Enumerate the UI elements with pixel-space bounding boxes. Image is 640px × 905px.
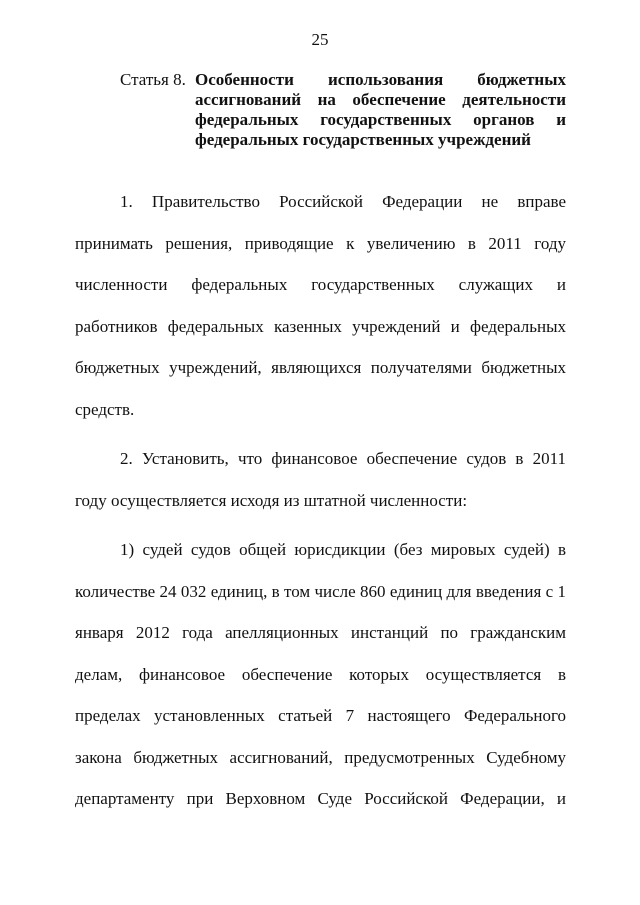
article-label: Статья 8. [120, 70, 186, 89]
article-body [75, 181, 566, 820]
article-heading [120, 70, 566, 150]
page-number: 25 [311, 30, 329, 49]
paragraph-2: 2. Установить, что финансовое обеспечение судов в 2011 году осуществляется исходя из штатной численности: [75, 449, 566, 510]
paragraph-1: 1. Правительство Российской Федерации не вправе принимать решения, приводящие к увеличению в 2011 году численности федеральных государственных служащих и работников федеральных казенных учреждений и федеральных бюджетных учреждений, являющихся получателями бюджетных средств. [75, 192, 566, 419]
article-title: Особенности использования бюджетных ассигнований на обеспечение деятельности федеральных государственных органов и федеральных государственных учреждений [195, 70, 566, 149]
paragraph-3: 1) судей судов общей юрисдикции (без мировых судей) в количестве 24 032 единиц, в том числе 860 единиц для введения с 1 января 2012 года апелляционных инстанций по гражданским делам, финансовое обеспечение которых осуществляется в пределах установленных статьей 7 настоящего Федерального закона бюджетных ассигнований, предусмотренных Судебному департаменту при Верховном Суде Российской Федерации, и [75, 540, 566, 808]
